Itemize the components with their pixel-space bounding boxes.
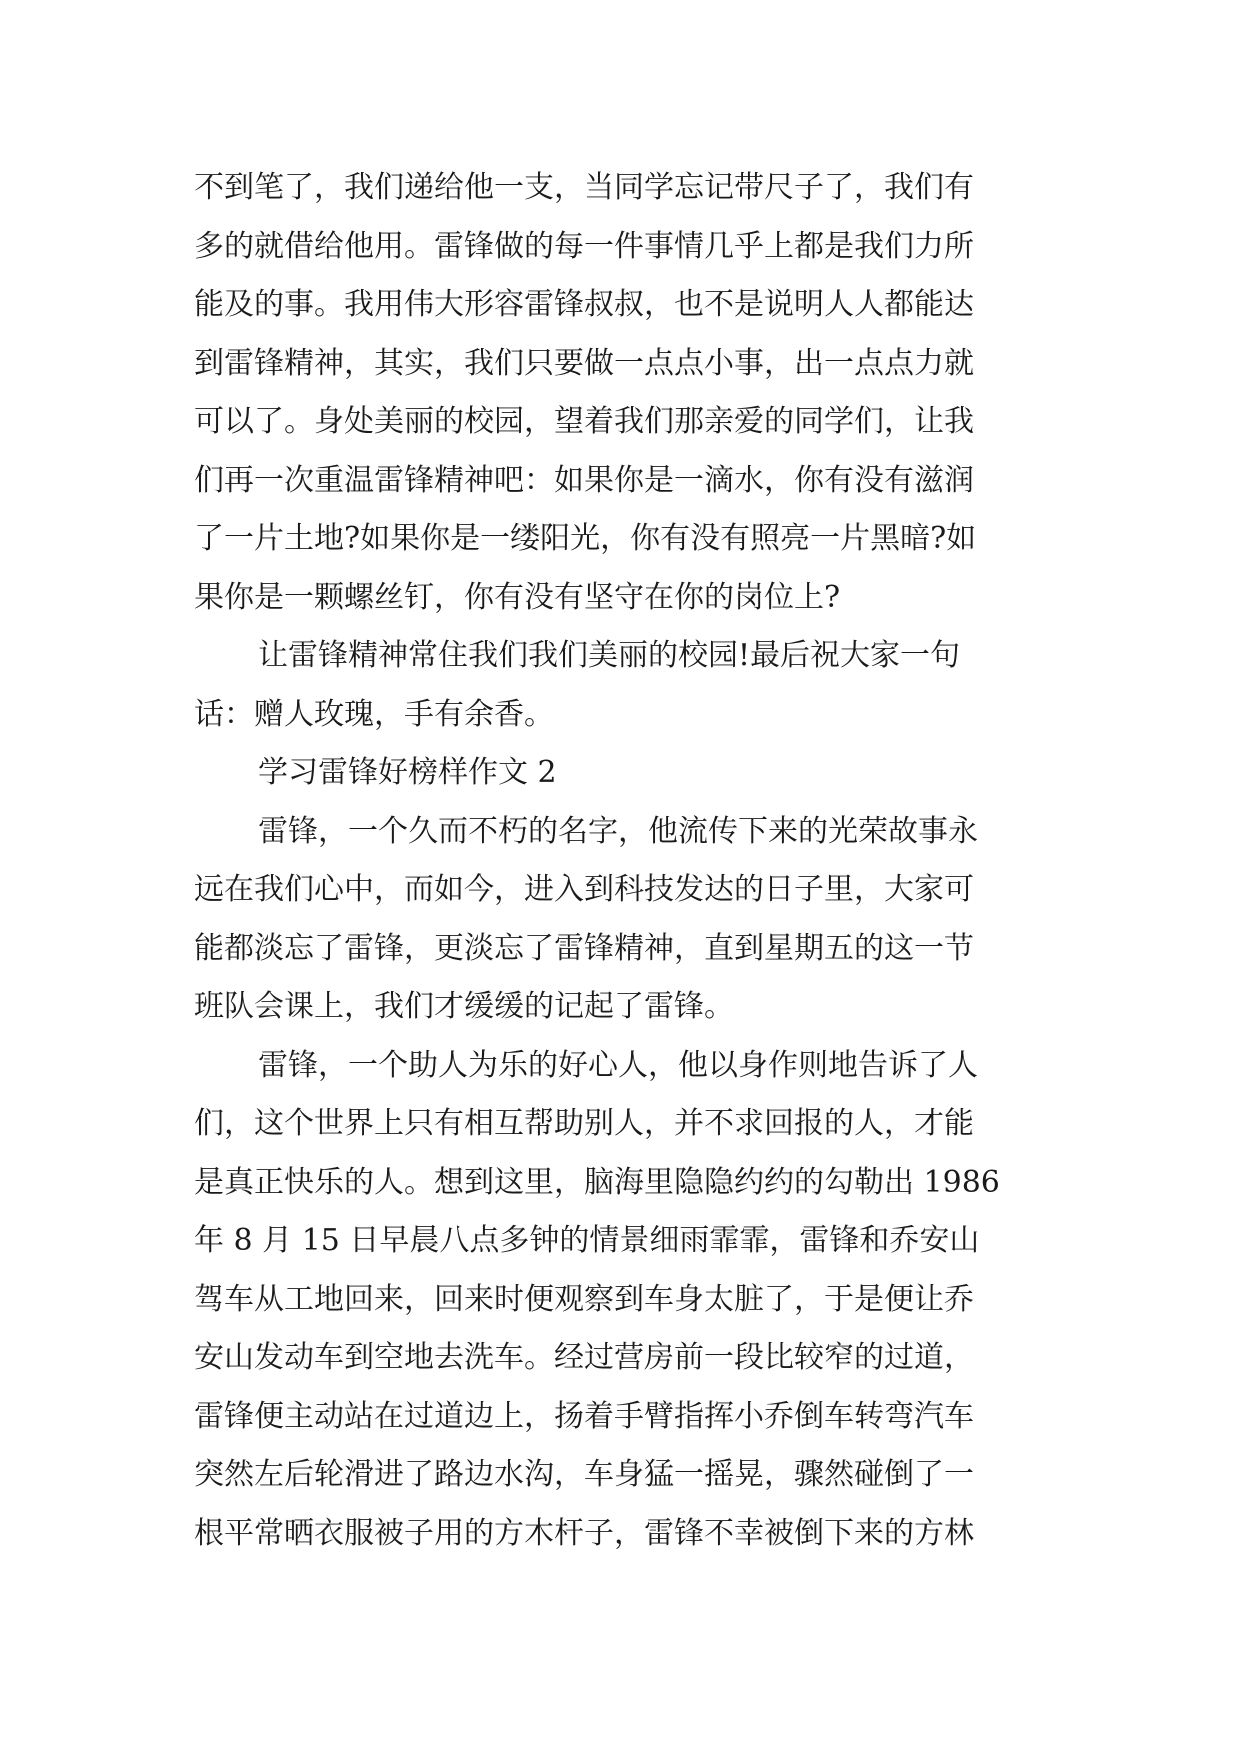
text-line: 雷锋，一个助人为乐的好心人，他以身作则地告诉了人: [258, 1047, 978, 1083]
text-line: 驾车从工地回来，回来时便观察到车身太脏了，于是便让乔: [194, 1281, 974, 1317]
text-line: 果你是一颗螺丝钉，你有没有坚守在你的岗位上?: [194, 579, 841, 615]
text-line: 话：赠人玫瑰，手有余香。: [194, 696, 554, 732]
text-line: 可以了。身处美丽的校园，望着我们那亲爱的同学们，让我: [194, 404, 974, 439]
text-line: 们再一次重温雷锋精神吧：如果你是一滴水，你有没有滋润: [194, 462, 974, 498]
text-line: 根平常晒衣服被子用的方木杆子，雷锋不幸被倒下来的方林: [194, 1515, 974, 1551]
text-line: 了一片土地?如果你是一缕阳光，你有没有照亮一片黑暗?如: [194, 521, 977, 556]
document-body: [194, 159, 1054, 1563]
text-line: 雷锋便主动站在过道边上，扬着手臂指挥小乔倒车转弯汽车: [194, 1398, 974, 1434]
text-line: 能都淡忘了雷锋，更淡忘了雷锋精神，直到星期五的这一节: [194, 930, 974, 966]
text-line: 安山发动车到空地去洗车。经过营房前一段比较窄的过道，: [194, 1340, 974, 1375]
text-line: 年 8 月 15 日早晨八点多钟的情景细雨霏霏，雷锋和乔安山: [194, 1223, 980, 1258]
text-line: 雷锋，一个久而不朽的名字，他流传下来的光荣故事永: [258, 813, 978, 849]
text-line: 班队会课上，我们才缓缓的记起了雷锋。: [194, 989, 734, 1024]
text-line: 学习雷锋好榜样作文 2: [258, 755, 557, 790]
text-line: 能及的事。我用伟大形容雷锋叔叔，也不是说明人人都能达: [194, 287, 974, 322]
text-line: 们，这个世界上只有相互帮助别人，并不求回报的人，才能: [194, 1106, 974, 1141]
text-line: 突然左后轮滑进了路边水沟，车身猛一摇晃，骤然碰倒了一: [194, 1457, 974, 1492]
text-line: 多的就借给他用。雷锋做的每一件事情几乎上都是我们力所: [194, 228, 974, 264]
text-line: 不到笔了，我们递给他一支，当同学忘记带尺子了，我们有: [194, 170, 974, 205]
text-line: 让雷锋精神常住我们我们美丽的校园!最后祝大家一句: [258, 638, 961, 673]
text-line: 远在我们心中，而如今，进入到科技发达的日子里，大家可: [194, 872, 974, 907]
text-line: 到雷锋精神，其实，我们只要做一点点小事，出一点点力就: [194, 345, 974, 381]
text-line: 是真正快乐的人。想到这里，脑海里隐隐约约的勾勒出 1986: [194, 1164, 1000, 1200]
